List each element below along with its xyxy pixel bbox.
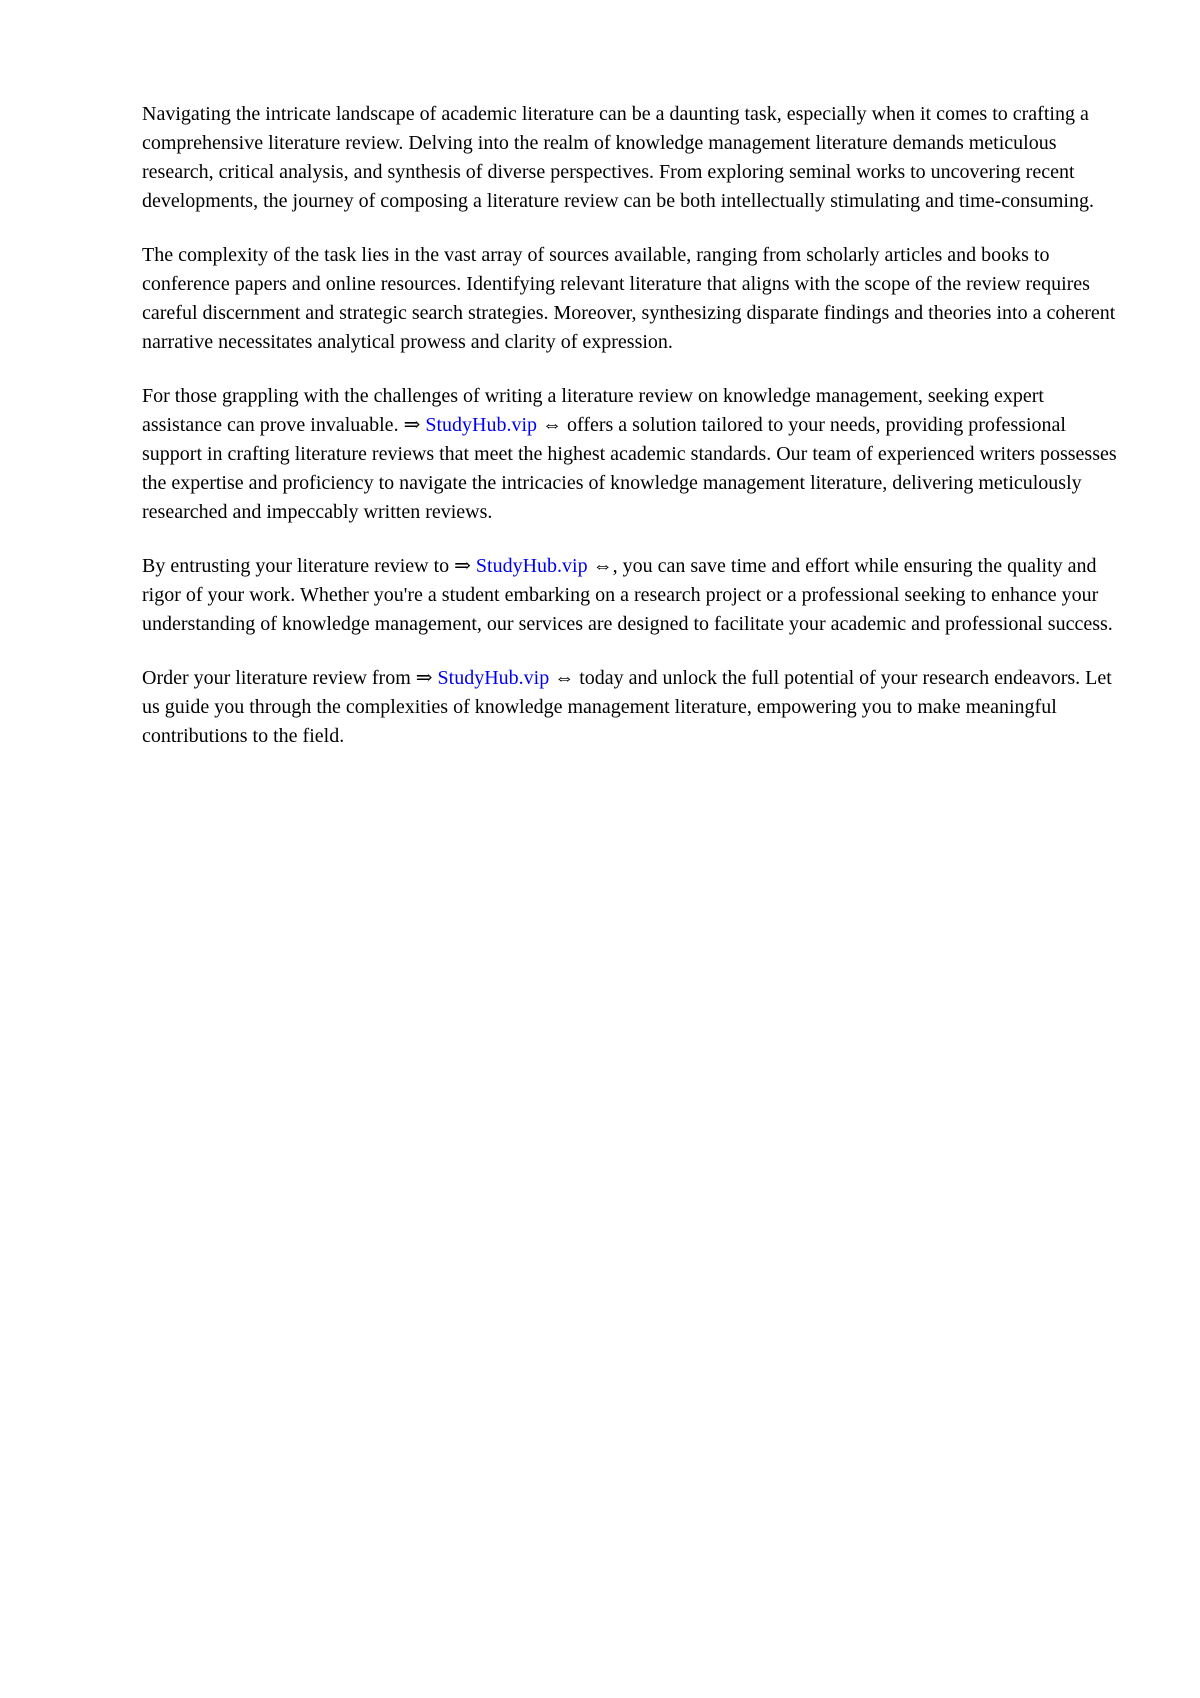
paragraph-text: For those grappling with the challenges of writing a literature review on knowledge management, seeking expert assistance can prove invaluable. ⇒ — [142, 385, 1044, 436]
paragraph-intro: Navigating the intricate landscape of academic literature can be a daunting task, especially when it comes to crafting a comprehensive literature review. Delving into the realm of knowledge management literature demands meticulous research, critical analysis, and synthesis of diverse perspectives. From exploring seminal works to uncovering recent developments, the journey of composing a literature review can be both intellectually stimulating and time-consuming. — [142, 103, 1094, 212]
paragraph-text: ⇔ today and unlock the full potential of your research endeavors. Let us guide you through the complexities of knowledge management literature, empowering you to make meaningful contributions to the field. — [142, 667, 1112, 747]
paragraph-complexity: The complexity of the task lies in the vast array of sources available, ranging from scholarly articles and books to conference papers and online resources. Identifying relevant literature that aligns with the scope of the review requires careful discernment and strategic search strategies. Moreover, synthesizing disparate findings and theories into a coherent narrative necessitates analytical prowess and clarity of expression. — [142, 244, 1116, 353]
paragraph-order — [142, 664, 1127, 751]
paragraph-text: Order your literature review from ⇒ — [142, 667, 438, 689]
paragraph-entrusting — [142, 552, 1127, 639]
paragraph-assistance — [142, 382, 1127, 527]
studyhub-link[interactable]: StudyHub.vip — [437, 667, 550, 689]
studyhub-link[interactable]: StudyHub.vip — [475, 555, 588, 577]
paragraph-text: ⇔ offers a solution tailored to your needs, providing professional support in crafting literature reviews that meet the highest academic standards. Our team of experienced writers possesses the expertise and proficiency to navigate the intricacies of knowledge management literature, delivering meticulously researched and impeccably written reviews. — [142, 414, 1117, 523]
paragraph-text: By entrusting your literature review to ⇒ — [142, 555, 476, 577]
document-body — [142, 100, 1127, 776]
paragraph-text: ⇔, you can save time and effort while ensuring the quality and rigor of your work. Whether you're a student embarking on a research project or a professional seeking to enhance your understanding of knowledge management, our services are designed to facilitate your academic and professional success. — [142, 555, 1113, 635]
studyhub-link[interactable]: StudyHub.vip — [425, 414, 538, 436]
